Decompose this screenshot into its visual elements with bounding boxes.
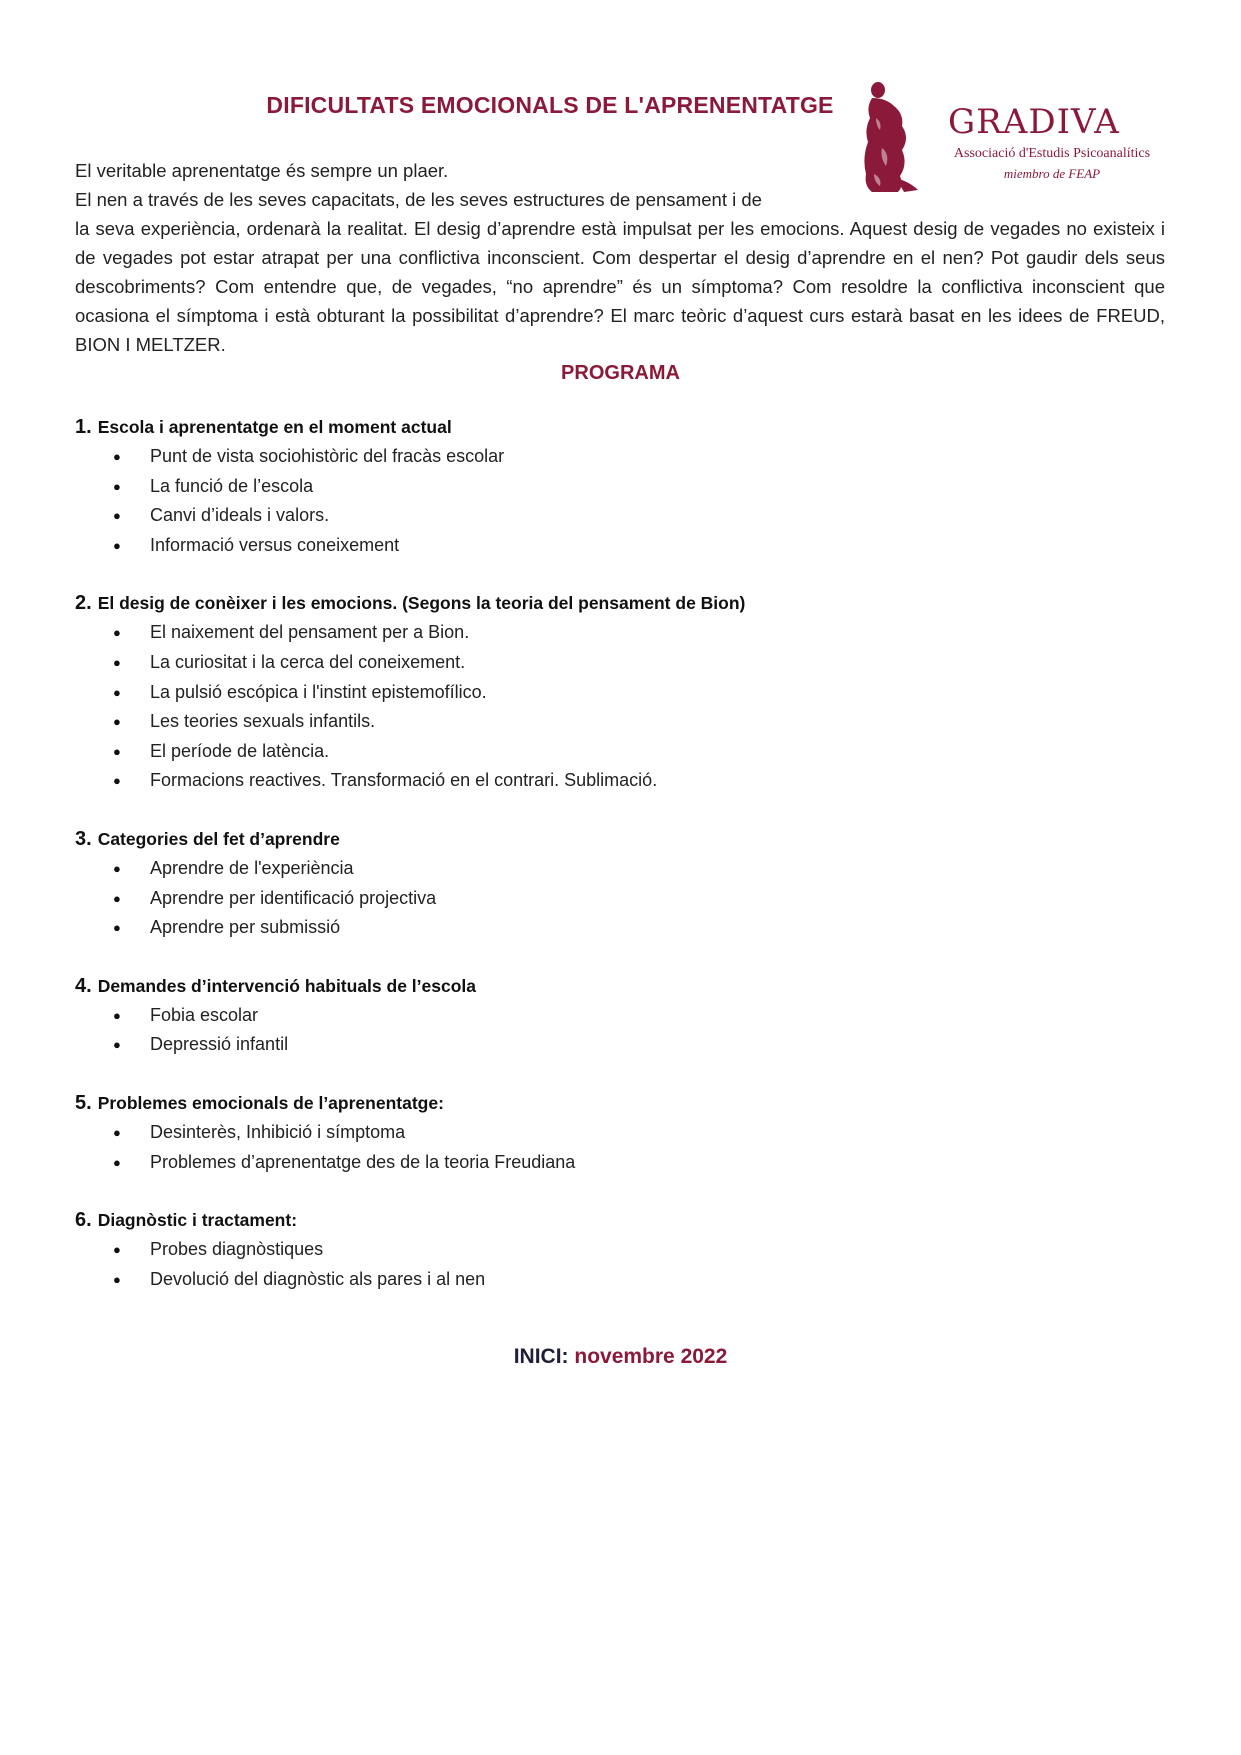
logo-subtitle: Associació d'Estudis Psicoanalítics <box>953 146 1151 161</box>
section-heading <box>75 1088 1075 1118</box>
program-list <box>75 412 1075 1322</box>
section-title: Categories del fet d’aprendre <box>97 828 340 849</box>
list-item <box>75 501 1075 531</box>
list-item <box>75 648 1075 678</box>
item-text: Aprendre per submissió <box>150 917 341 938</box>
document-title: DIFICULTATS EMOCIONALS DE L'APRENENTATGE <box>266 92 834 118</box>
list-item <box>75 884 1075 914</box>
item-text: Aprendre de l'experiència <box>150 857 354 878</box>
item-text: El naixement del pensament per a Bion. <box>150 622 470 643</box>
section-heading <box>75 824 1075 854</box>
list-item <box>75 1148 1075 1178</box>
list-item <box>75 766 1075 796</box>
bullet-icon: ● <box>113 449 121 464</box>
list-item <box>75 531 1075 561</box>
item-text: Punt de vista sociohistòric del fracàs escolar <box>150 446 505 466</box>
item-text: El període de latència. <box>150 740 330 761</box>
start-date-label: INICI: <box>513 1345 569 1368</box>
section-heading <box>75 412 1075 442</box>
item-text: Informació versus coneixement <box>150 534 400 555</box>
bullet-icon: ● <box>113 1037 121 1053</box>
program-section <box>75 824 1075 943</box>
program-section <box>75 1088 1075 1177</box>
bullet-icon: ● <box>113 860 121 876</box>
list-item <box>75 618 1075 648</box>
section-heading <box>75 971 1075 1001</box>
bullet-icon: ● <box>113 1242 121 1258</box>
section-title: Diagnòstic i tractament: <box>97 1210 298 1231</box>
item-text: Depressió infantil <box>150 1034 289 1055</box>
section-items <box>75 1001 1075 1060</box>
section-items <box>75 442 1075 560</box>
section-heading <box>75 1205 1075 1235</box>
item-text: Aprendre per identificació projectiva <box>150 887 437 908</box>
logo-name: GRADIVA <box>948 102 1120 142</box>
section-items <box>75 1118 1075 1177</box>
bullet-icon: ● <box>113 654 121 670</box>
item-text: Problemes d’aprenentatge des de la teoria Freudiana <box>150 1151 576 1172</box>
logo-member-note: miembro de FEAP <box>1003 166 1101 181</box>
list-item <box>75 1235 1075 1265</box>
item-text: Devolució del diagnòstic als pares i al nen <box>150 1268 486 1289</box>
bullet-icon: ● <box>113 625 121 641</box>
section-items <box>75 1235 1075 1294</box>
section-title: El desig de conèixer i les emocions. (Segons la teoria del pensament de Bion) <box>97 593 746 614</box>
section-number: 4. <box>75 974 92 997</box>
section-title: Problemes emocionals de l’aprenentatge: <box>97 1092 444 1113</box>
bullet-icon: ● <box>113 1271 121 1287</box>
start-date <box>0 1345 1241 1369</box>
list-item <box>75 442 1075 472</box>
bullet-icon: ● <box>113 478 121 494</box>
list-item <box>75 678 1075 708</box>
item-text: Probes diagnòstiques <box>150 1239 324 1260</box>
programa-heading: PROGRAMA <box>561 362 680 384</box>
item-text: La curiositat i la cerca del coneixement. <box>150 651 466 672</box>
bullet-icon: ● <box>113 1124 121 1140</box>
bullet-icon: ● <box>113 1154 121 1170</box>
list-item <box>75 913 1075 943</box>
list-item <box>75 472 1075 502</box>
bullet-icon: ● <box>113 1007 121 1023</box>
bullet-icon: ● <box>113 890 121 906</box>
item-text: Les teories sexuals infantils. <box>150 711 376 732</box>
bullet-icon: ● <box>113 714 121 730</box>
item-text: Fobia escolar <box>150 1004 259 1025</box>
section-title: Escola i aprenentatge en el moment actual <box>97 417 452 437</box>
section-number: 6. <box>75 1209 92 1232</box>
program-section <box>75 412 1075 560</box>
list-item <box>75 707 1075 737</box>
section-title: Demandes d’intervenció habituals de l’escola <box>97 975 477 996</box>
item-text: La funció de l’escola <box>150 475 314 496</box>
intro-line-1: El veritable aprenentatge és sempre un plaer. <box>75 160 449 181</box>
section-items <box>75 618 1075 796</box>
section-number: 3. <box>75 827 92 850</box>
list-item <box>75 1118 1075 1148</box>
bullet-icon: ● <box>113 743 121 759</box>
item-text: Canvi d’ideals i valors. <box>150 505 330 526</box>
item-text: Desinterès, Inhibició i símptoma <box>150 1121 406 1142</box>
list-item <box>75 737 1075 767</box>
program-section <box>75 588 1075 796</box>
intro-text <box>75 156 1165 359</box>
section-number: 5. <box>75 1091 92 1114</box>
section-heading <box>75 588 1075 618</box>
bullet-icon: ● <box>113 773 121 789</box>
program-section <box>75 971 1075 1060</box>
item-text: La pulsió escópica i l'instint epistemofílico. <box>150 681 487 702</box>
section-number: 1. <box>75 416 92 438</box>
list-item <box>75 1265 1075 1295</box>
program-section <box>75 1205 1075 1294</box>
item-text: Formacions reactives. Transformació en el contrari. Sublimació. <box>150 770 658 791</box>
list-item <box>75 1001 1075 1031</box>
list-item <box>75 854 1075 884</box>
bullet-icon: ● <box>113 684 121 700</box>
intro-line-2: El nen a través de les seves capacitats, de les seves estructures de pensament i de <box>75 189 762 210</box>
bullet-icon: ● <box>113 920 121 936</box>
section-items <box>75 854 1075 943</box>
bullet-icon: ● <box>113 508 121 524</box>
bullet-icon: ● <box>113 537 121 553</box>
intro-paragraph: la seva experiència, ordenarà la realitat. El desig d’aprendre està impulsat per les emocions. Aquest desig de vegades no existeix i de vegades pot estar atrapat per una conflictiva inconscient. Com despertar el desig d’aprendre en el nen? Pot gaudir dels seus descobriments? Com entendre que, de vegades, “no aprendre” és un símptoma? Com resoldre la conflictiva inconscient que ocasiona el símptoma i està obturant la possibilitat d’aprendre? El marc teòric d’aquest curs estarà basat en les idees de FREUD, BION I MELTZER. <box>75 218 1165 355</box>
list-item <box>75 1030 1075 1060</box>
section-number: 2. <box>75 592 92 615</box>
start-date-value: novembre 2022 <box>574 1345 728 1368</box>
